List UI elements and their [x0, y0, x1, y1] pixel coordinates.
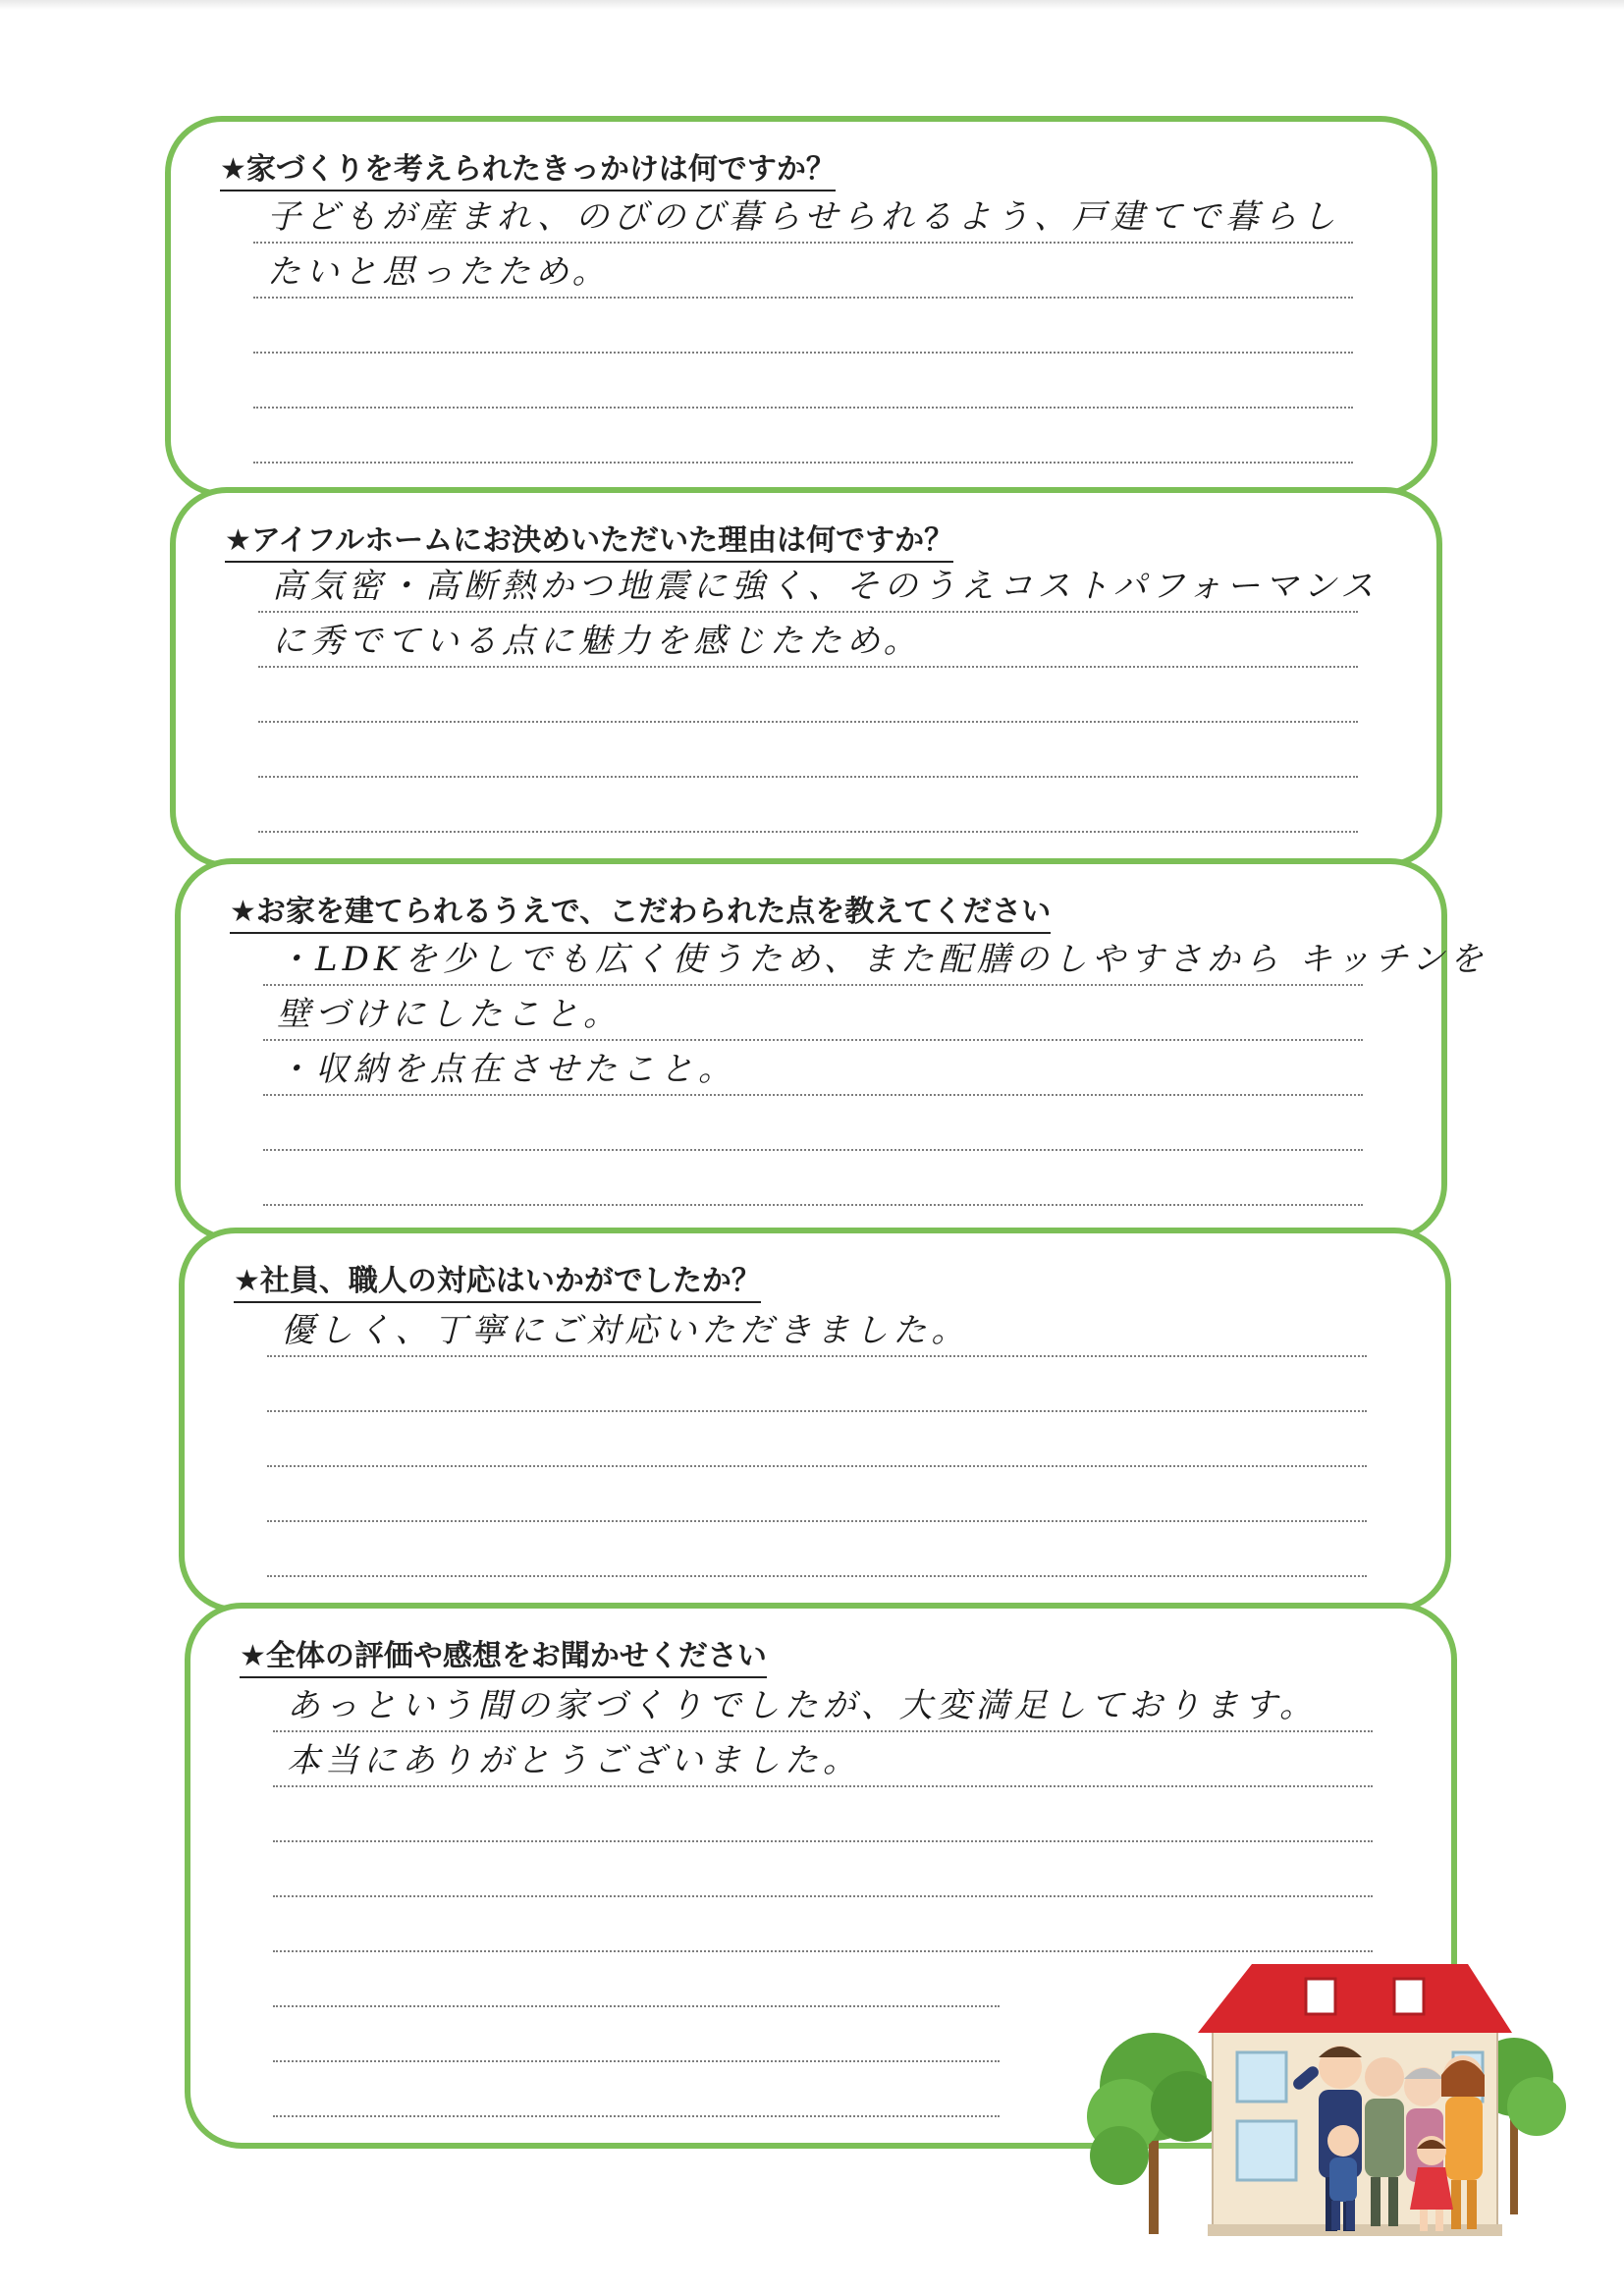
question-panel-2 — [170, 487, 1442, 868]
answer-lines — [263, 931, 1489, 1206]
answer-text: 優しく、丁寧にご対応いただきました。 — [281, 1311, 970, 1350]
answer-line — [273, 1897, 1373, 1952]
answer-line — [273, 1732, 1373, 1787]
answer-text: 高気密・高断熱かつ地震に強く、そのうえコストパフォーマンス — [272, 567, 1379, 606]
answer-text: に秀でている点に魅力を感じたため。 — [272, 622, 922, 661]
answer-text: 子どもが産まれ、のびのび暮らせられるよう、戸建てで暮らし — [267, 197, 1341, 237]
answer-text: ・LDKを少しでも広く使うため、また配膳のしやすさから キッチンを — [277, 940, 1489, 979]
answer-line — [258, 668, 1358, 723]
answer-line — [258, 778, 1358, 833]
answer-line — [258, 558, 1379, 613]
answer-line — [263, 931, 1489, 986]
answer-line — [273, 1952, 1000, 2007]
question-title: ★アイフルホームにお決めいただいた理由は何ですか？ — [225, 522, 953, 563]
answer-line — [263, 1041, 1363, 1096]
answer-line — [253, 409, 1353, 464]
answer-line — [263, 1096, 1363, 1151]
answer-line — [258, 613, 1358, 668]
question-title: ★お家を建てられるうえで、こだわられた点を教えてください — [230, 894, 1051, 934]
answer-line — [273, 2062, 1000, 2117]
tree-left-icon — [1087, 2033, 1221, 2234]
answer-line — [258, 723, 1358, 778]
answer-text: 壁づけにしたこと。 — [277, 995, 622, 1034]
answer-line — [267, 1522, 1367, 1577]
answer-text: たいと思ったため。 — [267, 252, 611, 292]
answer-line — [267, 1412, 1367, 1467]
answer-text: ・収納を点在させたこと。 — [277, 1050, 736, 1089]
answer-line — [273, 1677, 1373, 1732]
answer-text: 本当にありがとうございました。 — [287, 1741, 861, 1780]
answer-line — [267, 1357, 1367, 1412]
question-title: ★全体の評価や感想をお聞かせください — [240, 1638, 767, 1678]
answer-line — [267, 1302, 1367, 1357]
page-top-edge — [0, 0, 1624, 10]
question-panel-4 — [179, 1228, 1451, 1612]
answer-line — [273, 2007, 1000, 2062]
answer-lines — [267, 1302, 1367, 1577]
question-title: ★家づくりを考えられたきっかけは何ですか？ — [220, 151, 836, 191]
answer-line — [253, 189, 1353, 244]
answer-lines — [253, 189, 1353, 464]
answer-line — [263, 1151, 1363, 1206]
answer-line — [267, 1467, 1367, 1522]
answer-line — [273, 1787, 1373, 1842]
answer-lines — [258, 558, 1379, 833]
answer-line — [263, 986, 1363, 1041]
question-title: ★社員、職人の対応はいかがでしたか？ — [234, 1263, 761, 1303]
house-family-illustration — [1080, 1959, 1571, 2254]
answer-text: あっという間の家づくりでしたが、大変満足しております。 — [287, 1686, 1318, 1725]
question-panel-3 — [175, 858, 1489, 1241]
answer-line — [253, 354, 1353, 409]
answer-line — [273, 1842, 1373, 1897]
answer-line — [253, 244, 1353, 299]
answer-line — [253, 299, 1353, 354]
question-panel-1 — [165, 116, 1437, 497]
